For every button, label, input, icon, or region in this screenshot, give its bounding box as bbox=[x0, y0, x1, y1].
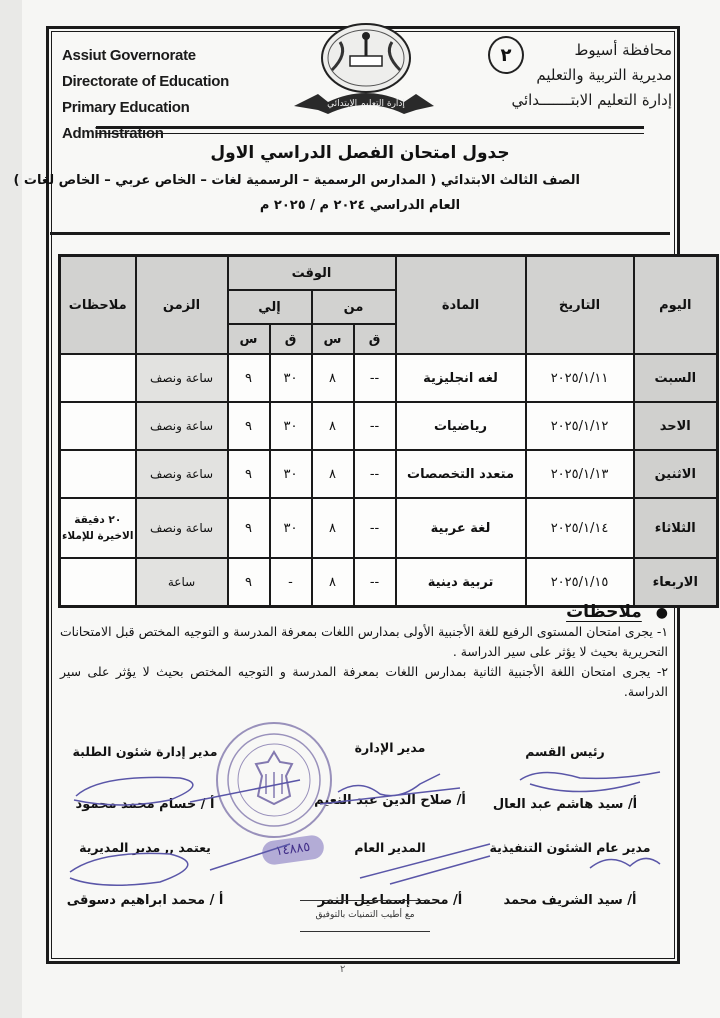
cell-date: ٢٠٢٥/١/١٢ bbox=[526, 402, 634, 450]
notes-heading bbox=[60, 602, 668, 622]
emblem-icon bbox=[288, 14, 438, 122]
cell-from-minute: -- bbox=[354, 558, 396, 607]
registration-stamp: ١٤٨٨٥ bbox=[261, 834, 326, 866]
cell-note bbox=[60, 450, 136, 498]
header-from-minute: ق bbox=[354, 324, 396, 354]
header-from-hour: س bbox=[312, 324, 354, 354]
header-to: إلي bbox=[228, 290, 312, 324]
cell-from-minute: -- bbox=[354, 402, 396, 450]
cell-to-minute: ٣٠ bbox=[270, 354, 312, 402]
header-duration: الزمن bbox=[136, 256, 228, 355]
governorate-en: Assiut Governorate bbox=[62, 47, 196, 64]
signature-scribble-exec-affairs bbox=[590, 858, 660, 868]
page-marker: ٢ bbox=[488, 36, 524, 74]
year-title: العام الدراسي ٢٠٢٤ م / ٢٠٢٥ م bbox=[259, 198, 461, 213]
notes-heading-label: ملاحظات bbox=[566, 602, 642, 622]
administration-logo bbox=[288, 14, 438, 122]
main-title: جدول امتحان الفصل الدراسي الاول bbox=[210, 143, 510, 163]
cell-duration: ساعة ونصف bbox=[136, 402, 228, 450]
cell-subject: لغه انجليزية bbox=[396, 354, 526, 402]
table-row bbox=[60, 354, 718, 402]
cell-subject: لغة عربية bbox=[396, 498, 526, 558]
cell-note bbox=[60, 402, 136, 450]
document-titles bbox=[13, 138, 580, 218]
cell-day: الاحد bbox=[634, 402, 718, 450]
signature-role: مدير الإدارة bbox=[354, 740, 426, 755]
table-row bbox=[60, 558, 718, 607]
cell-duration: ساعة ونصف bbox=[136, 354, 228, 402]
grade-title: الصف الثالث الابتدائي ( المدارس الرسمية – الرسمية لغات – الخاص عربي – الخاص لغات ) bbox=[13, 173, 580, 188]
cell-to-hour: ٩ bbox=[228, 354, 270, 402]
cell-from-hour: ٨ bbox=[312, 354, 354, 402]
cell-duration: ساعة ونصف bbox=[136, 498, 228, 558]
administration-en: Primary Education Administration bbox=[62, 99, 190, 142]
header-time: الوقت bbox=[228, 256, 396, 291]
cell-date: ٢٠٢٥/١/١١ bbox=[526, 354, 634, 402]
signature-name: أ/ سيد الشريف محمد bbox=[503, 893, 637, 908]
handwritten-signatures bbox=[60, 760, 700, 890]
cell-note bbox=[60, 354, 136, 402]
table-row bbox=[60, 450, 718, 498]
cell-note bbox=[60, 558, 136, 607]
cell-duration: ساعة bbox=[136, 558, 228, 607]
header-subject: المادة bbox=[396, 256, 526, 355]
signature-role: مدير عام الشئون التنفيذية bbox=[489, 840, 651, 855]
cell-from-minute: -- bbox=[354, 498, 396, 558]
administration-ar: إدارة التعليم الابتـــــــدائي bbox=[511, 91, 672, 109]
note-item: ١- يجرى امتحان المستوى الرفيع للغة الأجنبية الأولى بمدارس اللغات بمعرفة المدرسة و التوجيه المختص قبل الامتحانات التحريرية بحيث لا يؤثر على سير الدراسة . bbox=[60, 624, 668, 659]
bullet-icon: ● bbox=[655, 605, 668, 621]
signature-name: أ/ محمد إسماعيل النمر bbox=[317, 893, 463, 908]
cell-subject: رياضيات bbox=[396, 402, 526, 450]
page-number: ٢ bbox=[340, 964, 346, 975]
cell-to-minute: ٣٠ bbox=[270, 450, 312, 498]
signature-name: أ/ صلاح الدين عبد النعيم bbox=[314, 793, 466, 808]
table-row bbox=[60, 402, 718, 450]
note-item: ٢- يجرى امتحان اللغة الأجنبية الثانية بمدارس اللغات بمعرفة المدرسة و التوجيه المختص بحيث لا يؤثر على سير الدراسة. bbox=[60, 664, 668, 699]
cell-from-hour: ٨ bbox=[312, 450, 354, 498]
table-row bbox=[60, 498, 718, 558]
cell-subject: متعدد التخصصات bbox=[396, 450, 526, 498]
cell-to-hour: ٩ bbox=[228, 402, 270, 450]
footer-scroll-banner: مع أطيب التمنيات بالتوفيق bbox=[300, 900, 430, 932]
cell-from-minute: -- bbox=[354, 354, 396, 402]
directorate-en: Directorate of Education bbox=[62, 73, 229, 90]
header-from: من bbox=[312, 290, 396, 324]
cell-to-hour: ٩ bbox=[228, 558, 270, 607]
signature-scribble-head-of-dept bbox=[520, 772, 660, 792]
cell-day: الاربعاء bbox=[634, 558, 718, 607]
signature-name: أ / محمد ابراهيم دسوقى bbox=[66, 893, 224, 908]
cell-duration: ساعة ونصف bbox=[136, 450, 228, 498]
header-to-hour: س bbox=[228, 324, 270, 354]
cell-from-hour: ٨ bbox=[312, 498, 354, 558]
signature-scribble-student-affairs bbox=[74, 777, 193, 805]
cell-date: ٢٠٢٥/١/١٣ bbox=[526, 450, 634, 498]
cell-to-hour: ٩ bbox=[228, 450, 270, 498]
cell-to-minute: ٣٠ bbox=[270, 402, 312, 450]
cell-to-hour: ٩ bbox=[228, 498, 270, 558]
signature-scribble-directorate-director bbox=[70, 853, 188, 885]
signature-role: المدير العام bbox=[354, 840, 426, 855]
signature-scribble-admin-director bbox=[320, 774, 460, 804]
header-to-minute: ق bbox=[270, 324, 312, 354]
cell-day: الاثنين bbox=[634, 450, 718, 498]
cell-to-minute: ٣٠ bbox=[270, 498, 312, 558]
header-notes: ملاحظات bbox=[60, 256, 136, 355]
signature-name: أ / حسام محمد محمود bbox=[75, 797, 215, 812]
cell-subject: تربية دينية bbox=[396, 558, 526, 607]
title-divider bbox=[50, 232, 670, 238]
signature-name: أ/ سيد هاشم عبد العال bbox=[492, 797, 638, 812]
signature-scribble-general-director bbox=[360, 844, 490, 884]
cell-to-minute: - bbox=[270, 558, 312, 607]
notes-section bbox=[60, 602, 668, 702]
header-date: التاريخ bbox=[526, 256, 634, 355]
cell-from-hour: ٨ bbox=[312, 402, 354, 450]
cell-day: السبت bbox=[634, 354, 718, 402]
cell-note: ٢٠ دقيقة الاخيرة للإملاء bbox=[60, 498, 136, 558]
svg-text:إدارة التعليم الابتدائي: إدارة التعليم الابتدائي bbox=[327, 99, 405, 109]
directorate-ar: مديرية التربية والتعليم bbox=[536, 66, 672, 84]
cell-day: الثلاثاء bbox=[634, 498, 718, 558]
governorate-ar: محافظة أسيوط bbox=[574, 41, 672, 59]
header-day: اليوم bbox=[634, 256, 718, 355]
signature-role: يعتمد ,, مدير المديرية bbox=[79, 840, 211, 855]
exam-schedule-table bbox=[58, 254, 719, 608]
header-divider bbox=[96, 126, 644, 134]
cell-date: ٢٠٢٥/١/١٤ bbox=[526, 498, 634, 558]
signature-role: رئيس القسم bbox=[525, 744, 605, 759]
arabic-header bbox=[452, 38, 672, 113]
cell-from-hour: ٨ bbox=[312, 558, 354, 607]
signature-role: مدير إدارة شئون الطلبة bbox=[72, 744, 218, 759]
cell-from-minute: -- bbox=[354, 450, 396, 498]
cell-date: ٢٠٢٥/١/١٥ bbox=[526, 558, 634, 607]
